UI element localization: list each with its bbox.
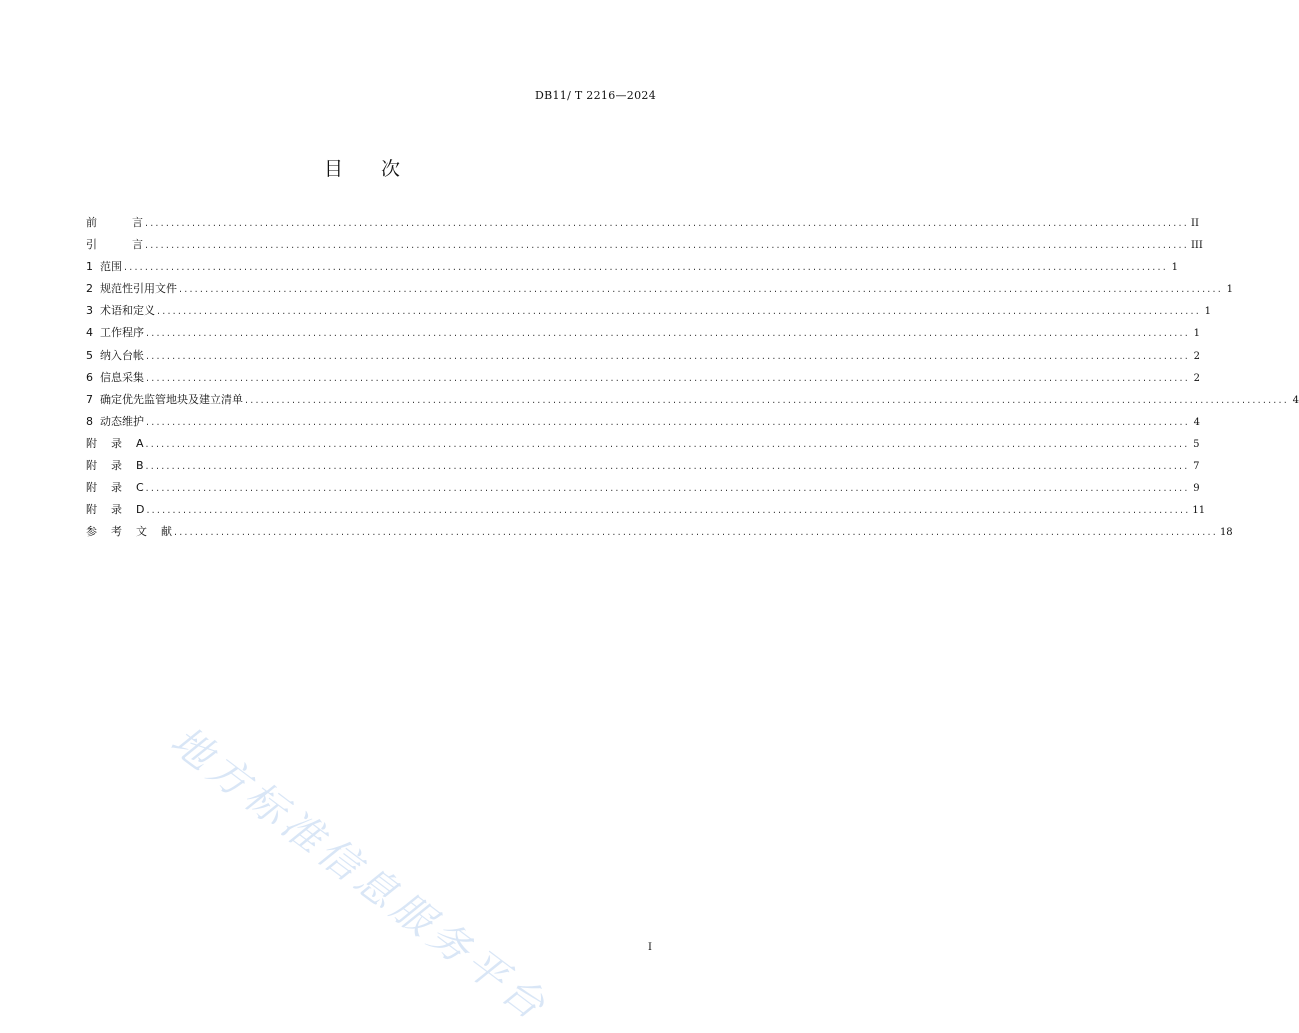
toc-page-number: III — [1190, 240, 1203, 252]
toc-label: 附 录 D — [86, 503, 145, 517]
toc-page-number: 2 — [1193, 372, 1200, 384]
toc-page-number: 4 — [1193, 416, 1200, 428]
page-number: I — [648, 942, 652, 953]
toc-entry-6[interactable] — [86, 369, 1200, 391]
toc-label: 8 动态维护 — [86, 414, 144, 428]
toc-label: 参 考 文 献 — [86, 525, 172, 539]
toc-page-number: 2 — [1193, 350, 1200, 362]
toc-entry-1[interactable] — [86, 258, 1178, 280]
title-part-1: 目 — [323, 158, 343, 180]
toc-leader-dots: ........................................................................................................................................................................................................ — [146, 328, 1190, 340]
toc-leader-dots: ........................................................................................................................................................................................................ — [145, 461, 1190, 473]
toc-leader-dots: ........................................................................................................................................................................................................ — [146, 416, 1190, 428]
toc-leader-dots: ........................................................................................................................................................................................................ — [145, 483, 1190, 495]
toc-label: 前 言 — [86, 216, 143, 229]
toc-label: 7 确定优先监管地块及建立清单 — [86, 392, 243, 406]
toc-page-number: 4 — [1292, 394, 1299, 406]
toc-entry-appendix-b[interactable] — [86, 457, 1200, 479]
toc-label: 附 录 B — [86, 459, 144, 473]
toc-page-number: 18 — [1219, 527, 1233, 539]
page-title — [0, 154, 724, 181]
toc-entry-appendix-c[interactable] — [86, 479, 1200, 501]
toc-leader-dots: ........................................................................................................................................................................................................ — [144, 218, 1189, 229]
toc-page-number: 7 — [1193, 461, 1200, 473]
toc-entry-introduction[interactable] — [86, 236, 1203, 258]
toc-entry-2[interactable] — [86, 280, 1233, 302]
toc-entry-bibliography[interactable] — [86, 523, 1233, 545]
toc-label: 5 纳入台帐 — [86, 348, 144, 362]
toc-page-number: 9 — [1193, 483, 1200, 495]
toc-page-number: 5 — [1193, 438, 1200, 450]
toc-entry-appendix-d[interactable] — [86, 501, 1206, 523]
table-of-contents — [86, 214, 1299, 545]
watermark: 地方标准信息服务平台 — [162, 717, 558, 1032]
toc-entry-foreword[interactable] — [86, 214, 1199, 236]
toc-label: 2 规范性引用文件 — [86, 282, 177, 296]
toc-leader-dots: ........................................................................................................................................................................................................ — [179, 284, 1223, 296]
toc-entry-3[interactable] — [86, 302, 1211, 324]
toc-page-number: 1 — [1204, 306, 1211, 318]
toc-entry-8[interactable] — [86, 413, 1200, 435]
toc-label: 附 录 A — [86, 436, 144, 450]
toc-page-number: 11 — [1192, 505, 1206, 517]
toc-leader-dots: ........................................................................................................................................................................................................ — [146, 372, 1190, 384]
title-part-2: 次 — [381, 158, 401, 180]
standard-code: DB11/ T 2216—2024 — [534, 89, 656, 102]
toc-label: 引 言 — [86, 238, 143, 252]
toc-label: 4 工作程序 — [86, 326, 144, 340]
toc-page-number: 1 — [1226, 284, 1233, 296]
toc-label: 3 术语和定义 — [86, 304, 155, 318]
toc-label: 附 录 C — [86, 481, 144, 495]
toc-leader-dots: ........................................................................................................................................................................................................ — [146, 505, 1191, 517]
toc-page-number: 1 — [1193, 328, 1200, 340]
toc-entry-5[interactable] — [86, 347, 1200, 369]
toc-leader-dots: ........................................................................................................................................................................................................ — [144, 240, 1189, 252]
toc-leader-dots: ........................................................................................................................................................................................................ — [173, 527, 1218, 539]
toc-entry-7[interactable] — [86, 391, 1299, 413]
toc-page-number: II — [1191, 218, 1199, 229]
toc-entry-appendix-a[interactable] — [86, 435, 1200, 457]
toc-leader-dots: ........................................................................................................................................................................................................ — [157, 306, 1201, 318]
toc-page-number: 1 — [1171, 262, 1178, 274]
toc-leader-dots: ........................................................................................................................................................................................................ — [146, 350, 1190, 362]
toc-leader-dots: ........................................................................................................................................................................................................ — [124, 262, 1168, 274]
toc-entry-4[interactable] — [86, 324, 1200, 346]
toc-leader-dots: ........................................................................................................................................................................................................ — [145, 438, 1190, 450]
toc-label: 6 信息采集 — [86, 370, 144, 384]
toc-label: 1 范围 — [86, 260, 122, 274]
toc-leader-dots: ........................................................................................................................................................................................................ — [245, 394, 1289, 406]
